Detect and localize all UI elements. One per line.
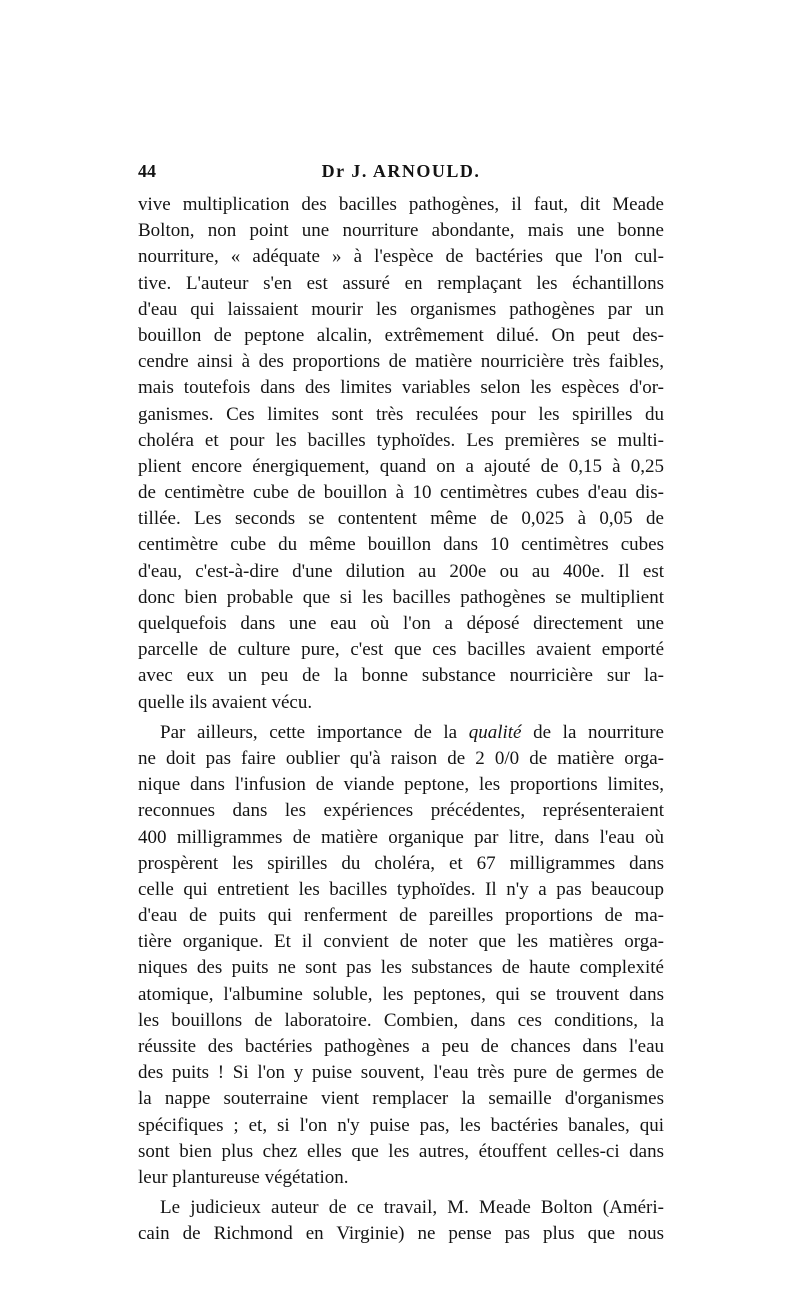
- text-line: cain de Richmond en Virginie) ne pense pas plus que nous: [138, 1223, 664, 1245]
- text-line: d'eau qui laissaient mourir les organismes pathogènes par un: [138, 298, 664, 320]
- page-number: 44: [138, 161, 156, 181]
- text-line: sont bien plus chez elles que les autres, étouffent celles-ci dans: [138, 1140, 664, 1162]
- text-line: celle qui entretient les bacilles typhoïdes. Il n'y a pas beaucoup: [138, 878, 664, 900]
- text-line: parcelle de culture pure, c'est que ces bacilles avaient emporté: [138, 639, 664, 661]
- text-segment: de la nourriture: [533, 721, 664, 743]
- text-line: Le judicieux auteur de ce travail, M. Meade Bolton (Améri-: [160, 1197, 664, 1219]
- text-line: nique dans l'infusion de viande peptone, les proportions limites,: [138, 774, 664, 796]
- text-line: choléra et pour les bacilles typhoïdes. Les premières se multi-: [138, 429, 664, 451]
- paragraph-1: [138, 192, 664, 716]
- italic-word: qualité: [468, 721, 522, 743]
- text-line: leur plantureuse végétation.: [138, 1166, 349, 1188]
- text-line: mais toutefois dans des limites variables selon les espèces d'or-: [138, 377, 664, 399]
- paragraph-3: [138, 1195, 664, 1247]
- text-line: niques des puits ne sont pas les substances de haute complexité: [138, 957, 664, 979]
- paragraph-2: [138, 720, 664, 1191]
- text-line: ne doit pas faire oublier qu'à raison de 2 0/0 de matière orga-: [138, 747, 664, 769]
- text-line: 400 milligrammes de matière organique par litre, dans l'eau où: [138, 826, 664, 848]
- text-line: d'eau de puits qui renferment de pareilles proportions de ma-: [138, 905, 664, 927]
- text-line: tillée. Les seconds se contentent même de 0,025 à 0,05 de: [138, 508, 664, 530]
- text-segment: Par ailleurs, cette importance de la: [160, 721, 458, 743]
- text-line: plient encore énergiquement, quand on a ajouté de 0,15 à 0,25: [138, 455, 664, 477]
- text-line: avec eux un peu de la bonne substance nourricière sur la-: [138, 665, 664, 687]
- text-line: d'eau, c'est-à-dire d'une dilution au 200e ou au 400e. Il est: [138, 560, 664, 582]
- text-line: spécifiques ; et, si l'on n'y puise pas, les bactéries banales, qui: [138, 1114, 664, 1136]
- text-line: Bolton, non point une nourriture abondante, mais une bonne: [138, 220, 664, 242]
- text-line: tive. L'auteur s'en est assuré en remplaçant les échantillons: [138, 272, 664, 294]
- text-line: centimètre cube du même bouillon dans 10 centimètres cubes: [138, 534, 664, 556]
- page-header: [138, 161, 664, 191]
- text-line: quelle ils avaient vécu.: [138, 691, 313, 713]
- text-line: reconnues dans les expériences précédentes, représenteraient: [138, 800, 664, 822]
- text-line: des puits ! Si l'on y puise souvent, l'eau très pure de germes de: [138, 1062, 664, 1084]
- text-line: atomique, l'albumine soluble, les peptones, qui se trouvent dans: [138, 983, 664, 1005]
- body-text: [138, 192, 664, 1248]
- text-line: la nappe souterraine vient remplacer la semaille d'organismes: [138, 1088, 664, 1110]
- running-head: Dr J. ARNOULD.: [321, 161, 481, 181]
- text-line: ganismes. Ces limites sont très reculées pour les spirilles du: [138, 403, 664, 425]
- text-line: [138, 720, 664, 746]
- text-line: de centimètre cube de bouillon à 10 centimètres cubes d'eau dis-: [138, 482, 664, 504]
- text-line: nourriture, « adéquate » à l'espèce de bactéries que l'on cul-: [138, 246, 664, 268]
- text-line: réussite des bactéries pathogènes a peu de chances dans l'eau: [138, 1036, 664, 1057]
- text-line: les bouillons de laboratoire. Combien, dans ces conditions, la: [138, 1009, 664, 1031]
- text-line: vive multiplication des bacilles pathogènes, il faut, dit Meade: [138, 194, 664, 215]
- text-line: donc bien probable que si les bacilles pathogènes se multiplient: [138, 586, 664, 608]
- text-line: quelquefois dans une eau où l'on a déposé directement une: [138, 613, 664, 634]
- text-line: bouillon de peptone alcalin, extrêmement dilué. On peut des-: [138, 324, 664, 346]
- text-line: cendre ainsi à des proportions de matière nourricière très faibles,: [138, 351, 664, 373]
- text-line: tière organique. Et il convient de noter que les matières orga-: [138, 931, 664, 953]
- text-line: prospèrent les spirilles du choléra, et 67 milligrammes dans: [138, 852, 664, 874]
